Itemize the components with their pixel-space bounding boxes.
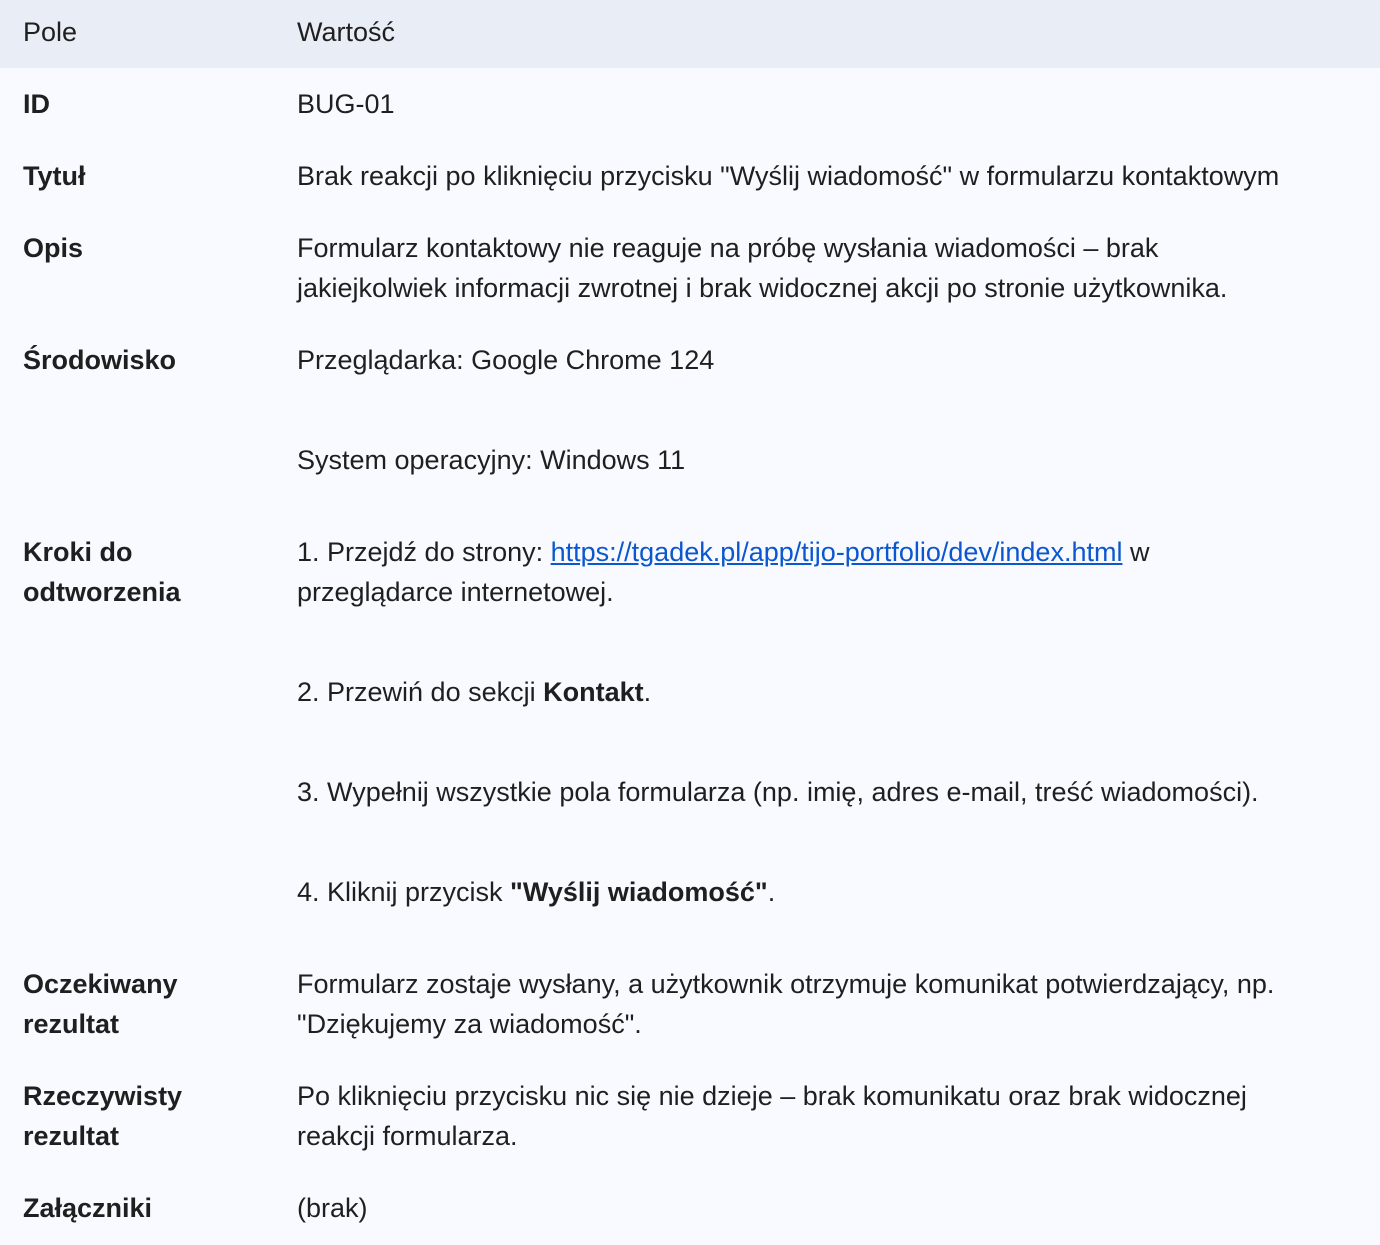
row-actual-value	[297, 1076, 1357, 1156]
row-actual-key	[23, 1076, 273, 1156]
actual-line: Po kliknięciu przycisku nic się nie dzieje – brak komunikatu oraz brak widocznej	[297, 1081, 1247, 1111]
row-attachments-key: Załączniki	[23, 1193, 153, 1223]
row-expected-key	[23, 964, 273, 1044]
step-3: 3. Wypełnij wszystkie pola formularza (np. imię, adres e-mail, treść wiadomości).	[297, 777, 1259, 807]
step-1	[297, 532, 1357, 572]
step-4-suffix: .	[767, 877, 776, 907]
row-title-value: Brak reakcji po kliknięciu przycisku "Wyślij wiadomość" w formularzu kontaktowym	[297, 161, 1280, 191]
row-attachments-value: (brak)	[297, 1193, 368, 1223]
row-expected-value	[297, 964, 1357, 1044]
row-environment-value	[297, 340, 1357, 480]
actual-line: reakcji formularza.	[297, 1121, 518, 1151]
expected-line: "Dziękujemy za wiadomość".	[297, 1009, 642, 1039]
row-environment-key: Środowisko	[23, 345, 177, 375]
environment-os: System operacyjny: Windows 11	[297, 445, 686, 475]
header-field: Pole	[23, 17, 78, 47]
row-description-value	[297, 228, 1357, 308]
row-steps-value	[297, 532, 1357, 912]
actual-key-line: Rzeczywisty	[23, 1081, 183, 1111]
expected-line: Formularz zostaje wysłany, a użytkownik otrzymuje komunikat potwierdzający, np.	[297, 969, 1275, 999]
step-4	[297, 872, 1357, 912]
step-2-prefix: 2. Przewiń do sekcji	[297, 677, 544, 707]
actual-key-line: rezultat	[23, 1121, 120, 1151]
step-1-suffix: w	[1122, 537, 1150, 567]
header-value: Wartość	[297, 17, 396, 47]
step-1-prefix: 1. Przejdź do strony:	[297, 537, 551, 567]
step-4-prefix: 4. Kliknij przycisk	[297, 877, 511, 907]
step-2	[297, 672, 1357, 712]
table-header	[0, 0, 1380, 68]
row-description-key: Opis	[23, 233, 84, 263]
row-steps-key	[23, 532, 273, 612]
expected-key-line: rezultat	[23, 1009, 120, 1039]
step-2-bold: Kontakt	[543, 677, 644, 707]
row-title-key: Tytuł	[23, 161, 86, 191]
step-2-suffix: .	[643, 677, 652, 707]
steps-key-line: odtworzenia	[23, 577, 181, 607]
step-1-line2: przeglądarce internetowej.	[297, 577, 614, 607]
expected-key-line: Oczekiwany	[23, 969, 178, 999]
row-id-key: ID	[23, 89, 50, 119]
steps-key-line: Kroki do	[23, 537, 133, 567]
step-4-bold: "Wyślij wiadomość"	[510, 877, 768, 907]
portfolio-link[interactable]: https://tgadek.pl/app/tijo-portfolio/dev/index.html	[550, 537, 1123, 567]
environment-browser: Przeglądarka: Google Chrome 124	[297, 345, 715, 375]
row-id-value: BUG-01	[297, 89, 395, 119]
description-line: jakiejkolwiek informacji zwrotnej i brak widocznej akcji po stronie użytkownika.	[297, 273, 1228, 303]
description-line: Formularz kontaktowy nie reaguje na próbę wysłania wiadomości – brak	[297, 233, 1159, 263]
